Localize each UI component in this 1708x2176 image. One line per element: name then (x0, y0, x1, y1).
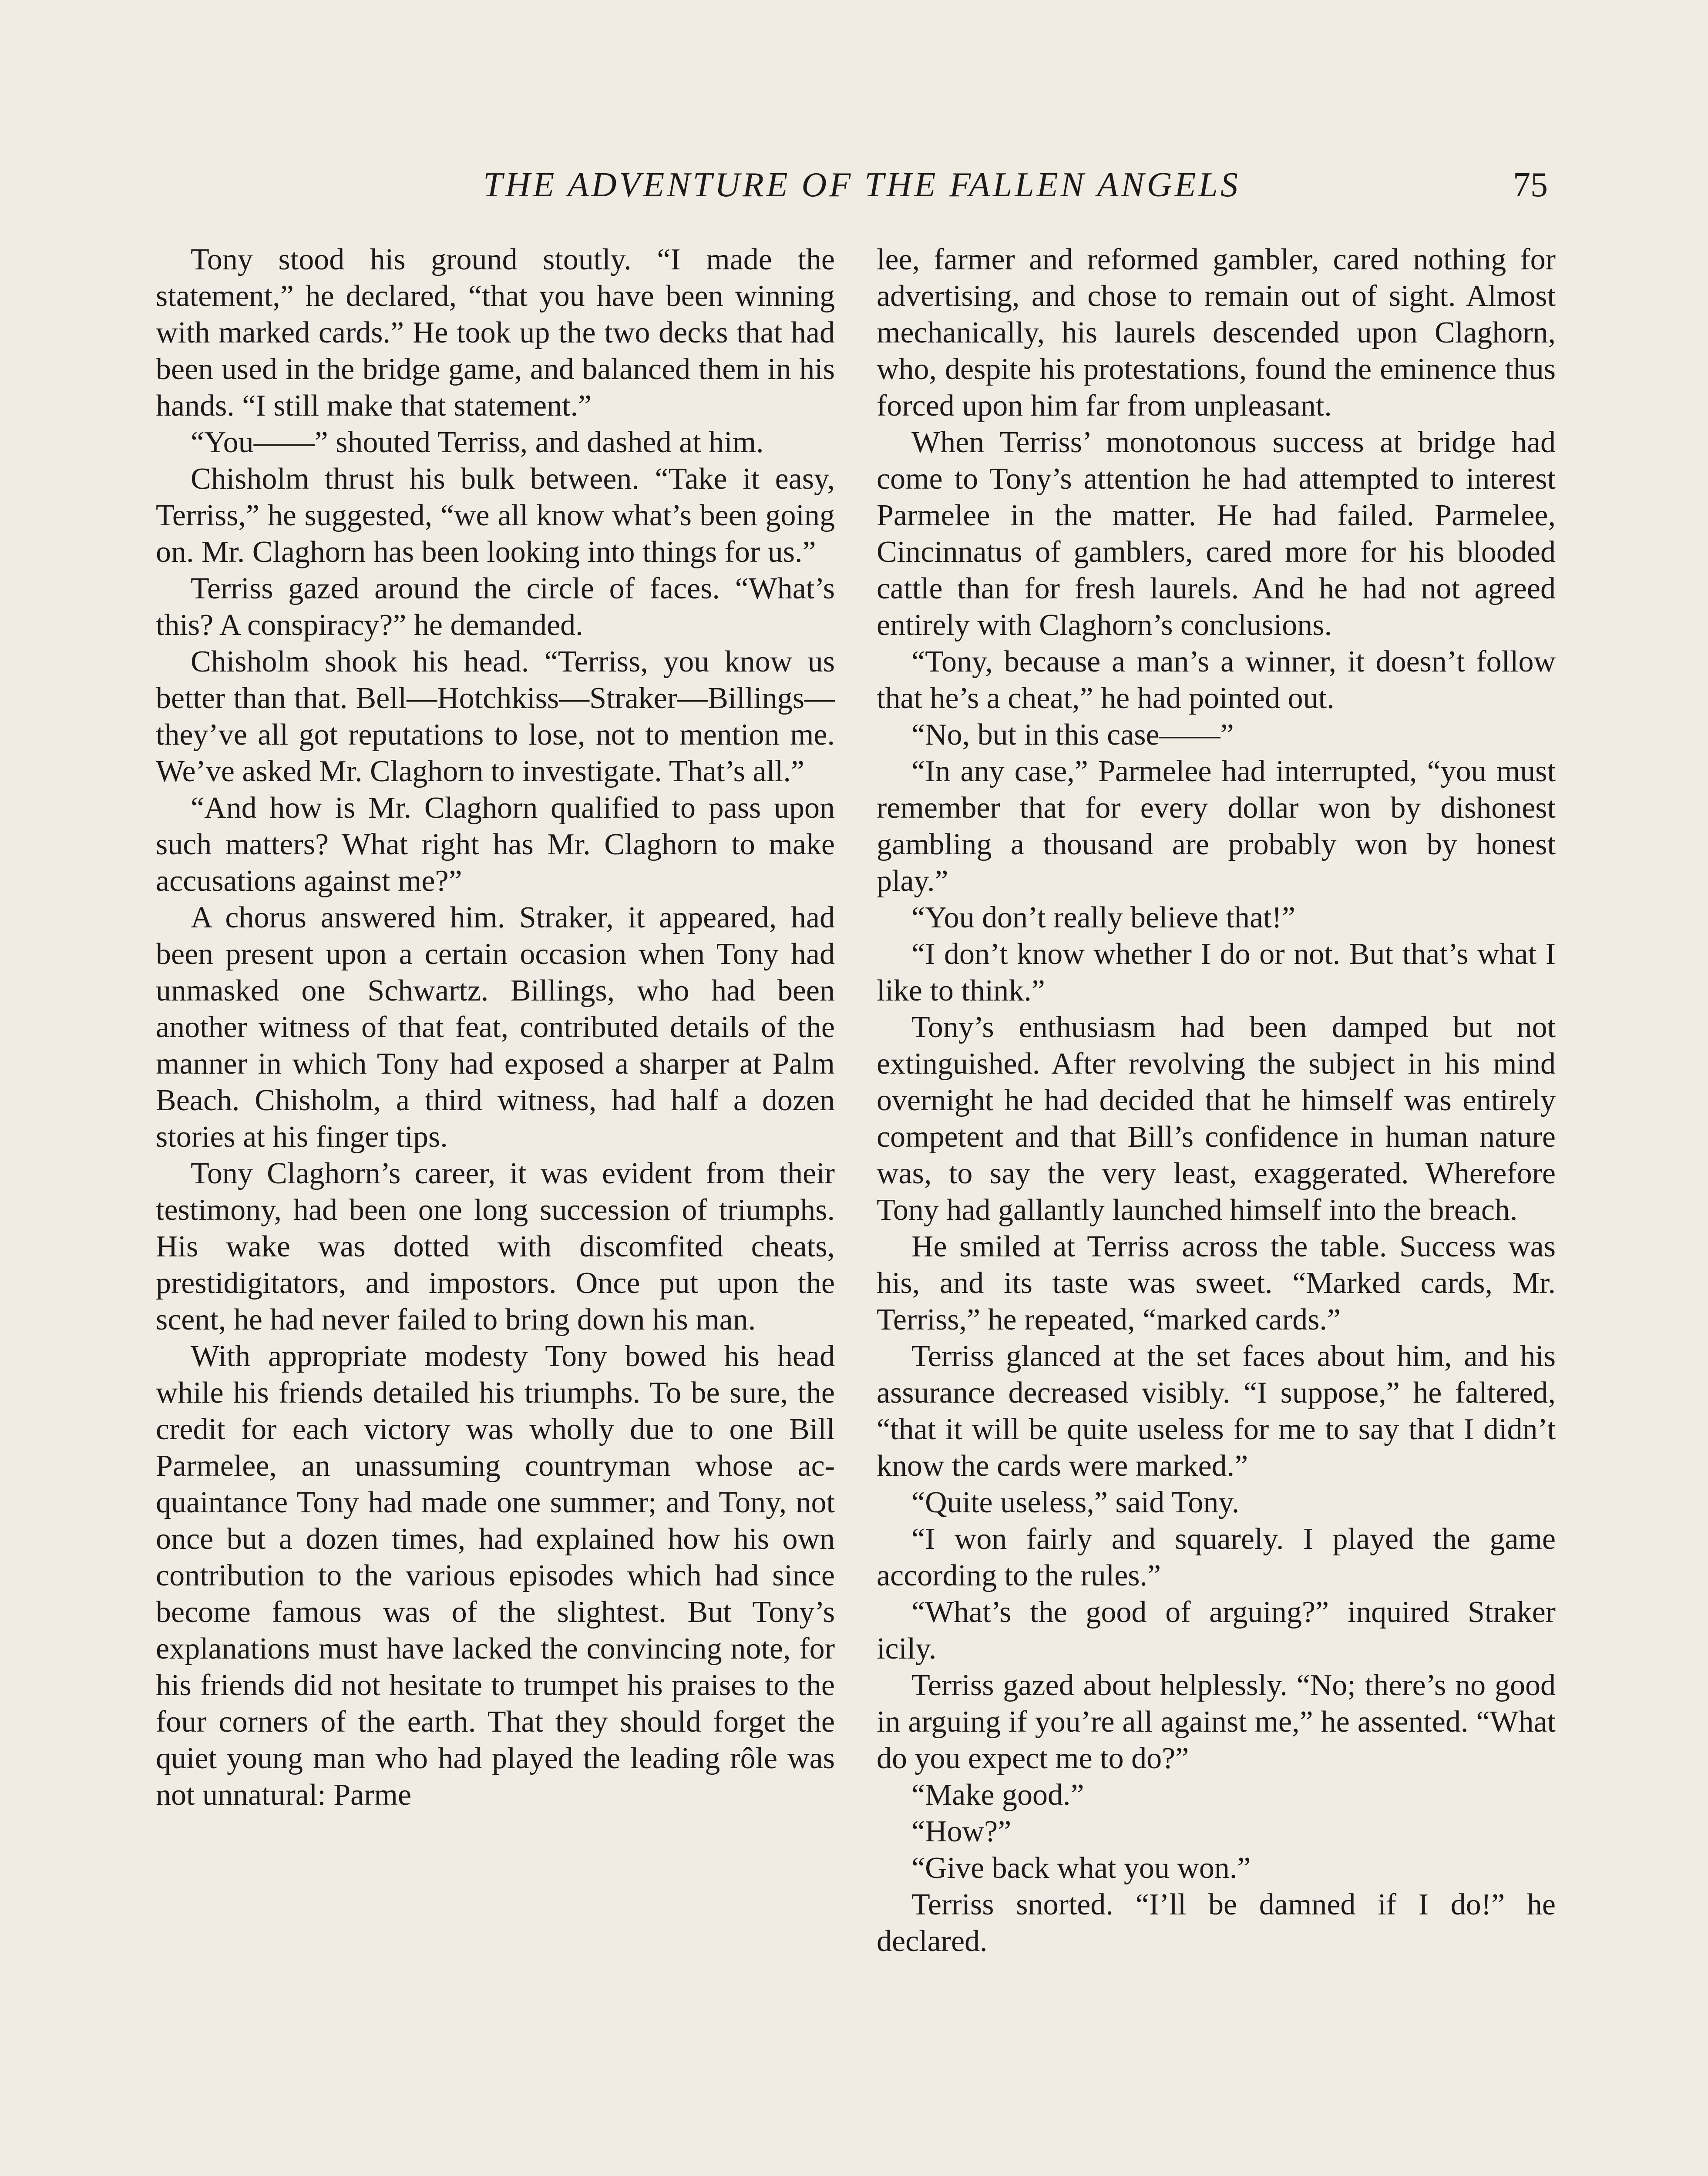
paragraph: Tony’s enthusiasm had been damped but not extinguished. After revolving the subject in his mind overnight he had decided that he himself was entirely competent and that Bill’s confidence in human nature was, to say the very least, exaggerated. Wherefore Tony had gallantly launched himself into the breach. (877, 1011, 1556, 1227)
paragraph: When Terriss’ monotonous success at bridge had come to Tony’s attention he had attempted to interest Parmelee in the matter. He had failed. Parmelee, Cincinnatus of gamblers, cared more for his blooded cattle than for fresh laurels. And he had not agreed entirely with Claghorn’s conclusions. (877, 426, 1556, 642)
paragraph: A chorus answered him. Straker, it appeared, had been present upon a certain occasion when Tony had unmasked one Schwartz. Billings, who had been another witness of that feat, contributed details of the manner in which Tony had exposed a sharper at Palm Beach. Chisholm, a third witness, had half a dozen stories at his finger tips. (156, 901, 835, 1154)
paragraph: “Make good.” (911, 1778, 1084, 1812)
paragraph: “I don’t know whether I do or not. But that’s what I like to think.” (877, 937, 1556, 1007)
paragraph: “You don’t really believe that!” (911, 901, 1295, 934)
paragraph: “Give back what you won.” (911, 1851, 1251, 1885)
paragraph: “Quite useless,” said Tony. (911, 1486, 1240, 1519)
running-head-title: THE ADVENTURE OF THE FALLEN ANGELS (483, 166, 1241, 204)
paragraph: Terriss gazed around the circle of faces. “What’s this? A conspiracy?” he demanded. (156, 572, 835, 642)
paragraph: Terriss snorted. “I’ll be damned if I do!” he declared. (877, 1888, 1556, 1958)
paragraph: “No, but in this case——” (911, 718, 1234, 752)
paragraph: lee, farmer and reformed gambler, cared nothing for advertising, and chose to remain out of sight. Almost mechanically, his laurels descended upon Claghorn, who, despite his protestations, found the eminence thus forced upon him far from unpleasant. (877, 243, 1556, 423)
page-number: 75 (1513, 166, 1548, 204)
paragraph: With appropriate modesty Tony bowed his head while his friends detailed his triumphs. To be sure, the credit for each victory was wholly due to one Bill Parmelee, an unassuming countryman whose acquaintance Tony had made one summer; and Tony, not once but a dozen times, had explained how his own contribution to the various episodes which had since become famous was of the slightest. But Tony’s explanations must have lacked the convincing note, for his friends did not hesitate to trumpet his praises to the four corners of the earth. That they should forget the quiet young man who had played the leading rôle was not unnatural: Parme (156, 1340, 835, 1812)
paragraph: He smiled at Terriss across the table. Success was his, and its taste was sweet. “Marked cards, Mr. Terriss,” he repeated, “marked cards.” (877, 1230, 1556, 1336)
paragraph: “In any case,” Parmelee had interrupted, “you must remember that for every dollar won by dishonest gambling a thousand are probably won by honest play.” (877, 755, 1556, 898)
paragraph: “You——” shouted Terriss, and dashed at him. (191, 426, 764, 459)
paragraph: “How?” (911, 1815, 1012, 1848)
left-text-column (156, 242, 835, 1813)
paragraph: Chisholm thrust his bulk between. “Take it easy, Terriss,” he suggested, “we all know what’s been going on. Mr. Claghorn has been looking into things for us.” (156, 462, 835, 569)
paragraph: Tony stood his ground stoutly. “I made the statement,” he declared, “that you have been winning with marked cards.” He took up the two decks that had been used in the bridge game, and balanced them in his hands. “I still make that statement.” (156, 243, 835, 423)
paragraph: “Tony, because a man’s a winner, it doesn’t follow that he’s a cheat,” he had pointed out. (877, 645, 1556, 715)
right-text-column (877, 242, 1556, 1960)
paragraph: Terriss gazed about helplessly. “No; there’s no good in arguing if you’re all against me,” he assented. “What do you expect me to do?” (877, 1669, 1556, 1775)
paragraph: Tony Claghorn’s career, it was evident from their testimony, had been one long succession of triumphs. His wake was dotted with discomfited cheats, prestidigitators, and impostors. Once put upon the scent, he had never failed to bring down his man. (156, 1157, 835, 1336)
paragraph: Chisholm shook his head. “Terriss, you know us better than that. Bell—Hotchkiss—Straker—Billings—they’ve all got reputations to lose, not to mention me. We’ve asked Mr. Claghorn to investigate. That’s all.” (156, 645, 835, 788)
paragraph: “And how is Mr. Claghorn qualified to pass upon such matters? What right has Mr. Claghorn to make accusations against me?” (156, 791, 835, 898)
paragraph: “I won fairly and squarely. I played the game according to the rules.” (877, 1522, 1556, 1592)
paragraph: Terriss glanced at the set faces about him, and his assurance decreased visibly. “I suppose,” he faltered, “that it will be quite useless for me to say that I didn’t know the cards were marked.” (877, 1340, 1556, 1483)
paragraph: “What’s the good of arguing?” inquired Straker icily. (877, 1595, 1556, 1666)
